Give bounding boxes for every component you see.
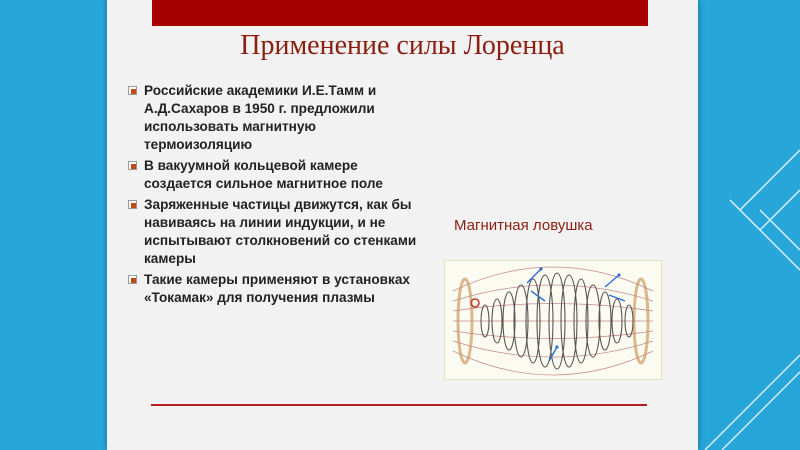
bullet-text: В вакуумной кольцевой камере создается сильное магнитное поле (144, 158, 383, 191)
magnetic-trap-figure (444, 260, 662, 380)
list-item (126, 82, 426, 154)
bullet-icon (128, 161, 137, 170)
bullet-text: Такие камеры применяют в установках «Токамак» для получения плазмы (144, 272, 410, 305)
bullet-list (126, 82, 426, 310)
bullet-text: Заряженные частицы движутся, как бы навиваясь на линии индукции, и не испытывают столкновений со стенками камеры (144, 197, 417, 266)
magnetic-trap-illustration (445, 261, 661, 379)
bullet-icon (128, 86, 137, 95)
slide-title: Применение силы Лоренца (240, 30, 565, 61)
title-accent-bar (152, 0, 648, 26)
list-item (126, 157, 426, 193)
bottom-divider (151, 404, 647, 406)
bullet-icon (128, 200, 137, 209)
slide (107, 0, 698, 450)
list-item (126, 271, 426, 307)
list-item (126, 196, 426, 268)
bullet-text: Российские академики И.Е.Тамм и А.Д.Сахаров в 1950 г. предложили использовать магнитную термоизоляцию (144, 83, 377, 152)
figure-caption: Магнитная ловушка (454, 217, 593, 234)
bullet-icon (128, 275, 137, 284)
